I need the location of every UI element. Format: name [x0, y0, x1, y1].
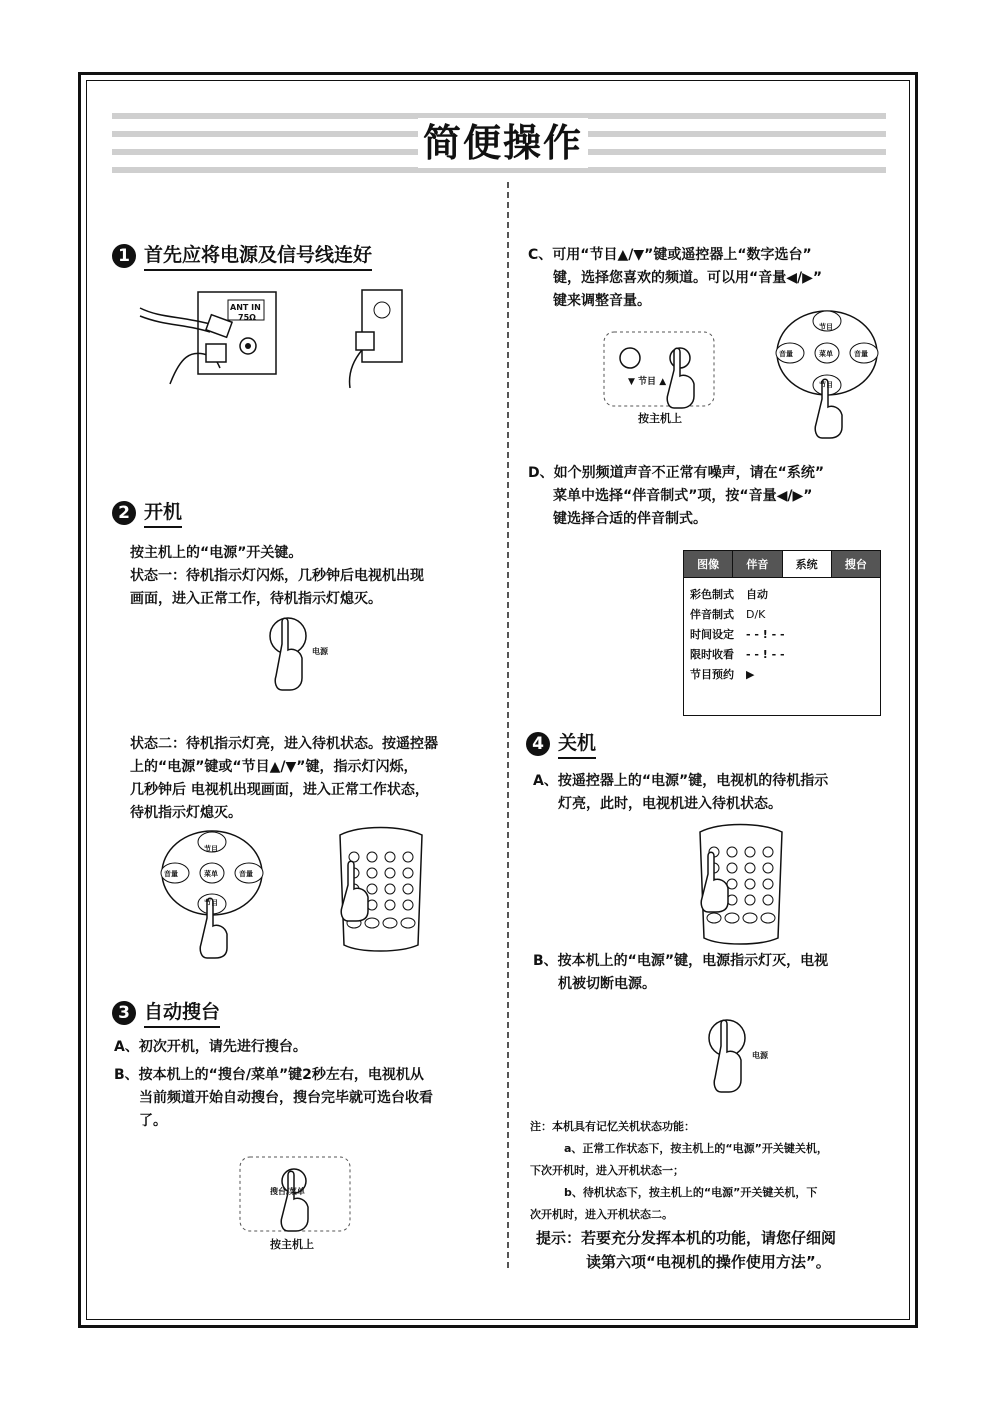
- menu-row: 限时收看 - - ! - -: [690, 647, 785, 661]
- menu-tab-picture: 图像: [684, 551, 733, 577]
- section2-para1: 按主机上的“电源”开关键。 状态一：待机指示灯闪烁，几秒钟后电视机出现 画面，进入正常工作，待机指示灯熄灭。: [130, 545, 424, 607]
- section3-title: 自动搜台: [144, 997, 220, 1028]
- section3-caption: 按主机上: [270, 1238, 314, 1251]
- menu-tab-sound: 伴音: [733, 551, 782, 577]
- ant-in-label: ANT IN: [230, 303, 261, 312]
- section2-para2: 状态二：待机指示灯亮，进入待机状态。按遥控器 上的“电源”键或“节目▲/▼”键，指示灯闪烁， 几秒钟后 电视机出现画面，进入正常工作状态， 待机指示灯熄灭。: [130, 736, 438, 821]
- dpad-up-label: 节目: [204, 845, 218, 853]
- menu-row: 彩色制式 自动: [690, 588, 768, 601]
- power-button-press-illustration: [266, 614, 316, 694]
- dpad2-center-label: 菜单: [819, 350, 833, 358]
- dpad2-down-label: 节目: [819, 381, 833, 389]
- hint-text: 提示：若要充分发挥本机的功能，请您仔细阅 读第六项“电视机的操作使用方法”。: [536, 1229, 837, 1271]
- section4-heading: [526, 728, 596, 759]
- memory-note: 注：本机具有记忆关机状态功能： a、正常工作状态下，按主机上的“电源”开关键关机， 下次开机时，进入开机状态一； b、待机状态下，按主机上的“电源”开关键关机，下 次开机时，进入开机状态二。: [530, 1120, 828, 1221]
- section2-heading: [112, 497, 182, 528]
- system-menu-screen: [683, 550, 881, 716]
- section1-title: 首先应将电源及信号线连好: [144, 240, 372, 271]
- section3-step-b: B、按本机上的“搜台/菜单”键2秒左右，电视机从 当前频道开始自动搜台，搜台完毕就可选台收看 了。: [114, 1067, 433, 1129]
- section3-heading: [112, 997, 220, 1028]
- remote-control-illustration-2: [690, 822, 790, 947]
- section4-step-a: A、按遥控器上的“电源”键，电视机的待机指示 灯亮，此时，电视机进入待机状态。: [533, 773, 829, 812]
- menu-row: 伴音制式 D/K: [690, 607, 766, 621]
- dpad-right-label: 音量: [239, 870, 253, 878]
- menu-row: 节目预约 ▶: [690, 667, 755, 681]
- power-label-2: 电源: [752, 1051, 768, 1060]
- power-label-1: 电源: [312, 647, 328, 656]
- menu-tab-system: 系统: [783, 551, 832, 577]
- sectionC-text: C、可用“节目▲/▼”键或遥控器上“数字选台” 键，选择您喜欢的频道。可以用“音量◀/▶” 键来调整音量。: [528, 247, 823, 309]
- search-menu-button-label: 搜台/菜单: [270, 1187, 305, 1196]
- section2-number: 2: [112, 501, 136, 525]
- section4-title: 关机: [558, 728, 596, 759]
- section2-title: 开机: [144, 497, 182, 528]
- section3-step-a: A、初次开机，请先进行搜台。: [114, 1039, 307, 1055]
- section1-heading: [112, 240, 372, 271]
- section1-number: 1: [112, 244, 136, 268]
- channel-buttons-label: ▼ 节目 ▲: [628, 377, 667, 387]
- page-title: 简便操作: [418, 118, 588, 168]
- section3-number: 3: [112, 1001, 136, 1025]
- column-divider: [507, 182, 509, 1268]
- sectionD-text: D、如个别频道声音不正常有噪声，请在“系统” 菜单中选择“伴音制式”项，按“音量◀/▶” 键选择合适的伴音制式。: [528, 465, 825, 527]
- dpad-left-label: 音量: [164, 870, 178, 878]
- power-outlet-illustration: [338, 288, 408, 388]
- ohm-label: 75Ω: [238, 313, 256, 322]
- sectionC-caption: 按主机上: [638, 412, 682, 425]
- dpad2-left-label: 音量: [779, 350, 793, 358]
- section4-number: 4: [526, 732, 550, 756]
- power-button-press-illustration-2: [705, 1016, 755, 1096]
- remote-control-illustration: [330, 825, 430, 955]
- menu-row: 时间设定 - - ! - -: [690, 627, 785, 641]
- dpad2-right-label: 音量: [854, 350, 868, 358]
- dpad-center-label: 菜单: [204, 870, 218, 878]
- dpad-down-label: 节目: [204, 899, 218, 907]
- menu-tab-search: 搜台: [832, 551, 880, 577]
- menu-tabs: [684, 551, 880, 578]
- section4-step-b: B、按本机上的“电源”键，电源指示灯灭，电视 机被切断电源。: [533, 953, 829, 992]
- channel-buttons-illustration: [602, 330, 717, 410]
- dpad2-up-label: 节目: [819, 323, 833, 331]
